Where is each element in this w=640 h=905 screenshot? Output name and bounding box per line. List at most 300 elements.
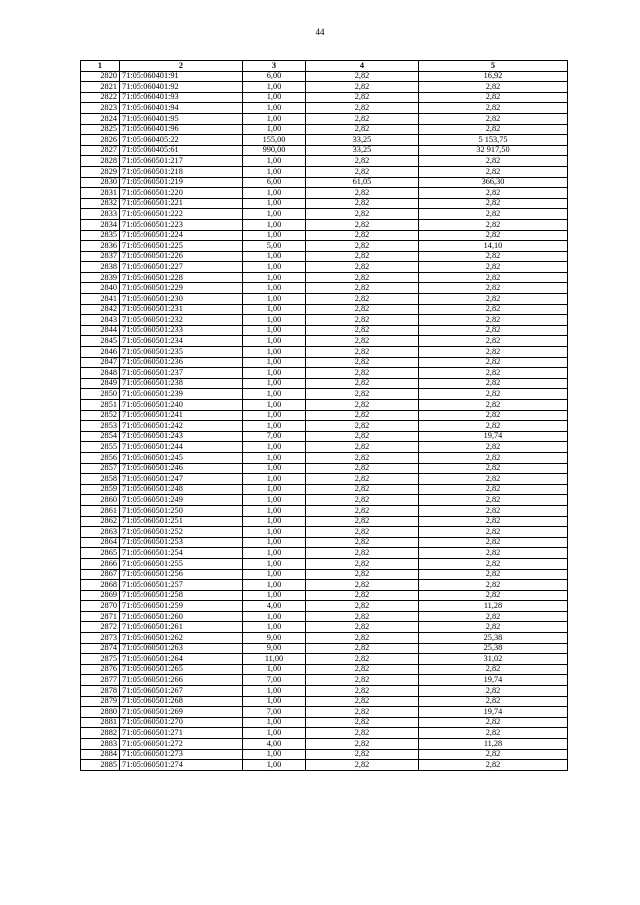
rate-cell: 2,82 bbox=[306, 633, 419, 644]
table-row bbox=[81, 113, 568, 124]
quantity-cell: 1,00 bbox=[243, 622, 306, 633]
amount-cell: 2,82 bbox=[419, 696, 568, 707]
quantity-cell: 1,00 bbox=[243, 442, 306, 453]
cadastral-number-cell: 71:05:060501:236 bbox=[120, 357, 243, 368]
cadastral-number-cell: 71:05:060501:233 bbox=[120, 325, 243, 336]
amount-cell: 2,82 bbox=[419, 347, 568, 358]
row-number-cell: 2839 bbox=[81, 272, 120, 283]
cadastral-number-cell: 71:05:060501:240 bbox=[120, 400, 243, 411]
row-number-cell: 2830 bbox=[81, 177, 120, 188]
row-number-cell: 2850 bbox=[81, 389, 120, 400]
column-header-1: 1 bbox=[81, 61, 120, 72]
rate-cell: 2,82 bbox=[306, 357, 419, 368]
rate-cell: 2,82 bbox=[306, 654, 419, 665]
cadastral-number-cell: 71:05:060401:95 bbox=[120, 113, 243, 124]
quantity-cell: 990,00 bbox=[243, 145, 306, 156]
quantity-cell: 1,00 bbox=[243, 611, 306, 622]
amount-cell: 19,74 bbox=[419, 675, 568, 686]
rate-cell: 2,82 bbox=[306, 431, 419, 442]
row-number-cell: 2885 bbox=[81, 760, 120, 771]
rate-cell: 2,82 bbox=[306, 92, 419, 103]
table-row bbox=[81, 675, 568, 686]
cadastral-number-cell: 71:05:060501:268 bbox=[120, 696, 243, 707]
rate-cell: 2,82 bbox=[306, 590, 419, 601]
cadastral-number-cell: 71:05:060501:269 bbox=[120, 707, 243, 718]
cadastral-number-cell: 71:05:060405:61 bbox=[120, 145, 243, 156]
cadastral-number-cell: 71:05:060405:22 bbox=[120, 135, 243, 146]
table-row bbox=[81, 654, 568, 665]
quantity-cell: 1,00 bbox=[243, 347, 306, 358]
rate-cell: 2,82 bbox=[306, 188, 419, 199]
rate-cell: 2,82 bbox=[306, 294, 419, 305]
quantity-cell: 9,00 bbox=[243, 643, 306, 654]
cadastral-number-cell: 71:05:060501:264 bbox=[120, 654, 243, 665]
table-row bbox=[81, 177, 568, 188]
table-row bbox=[81, 357, 568, 368]
amount-cell: 2,82 bbox=[419, 219, 568, 230]
table-row bbox=[81, 241, 568, 252]
row-number-cell: 2826 bbox=[81, 135, 120, 146]
row-number-cell: 2874 bbox=[81, 643, 120, 654]
table-row bbox=[81, 347, 568, 358]
quantity-cell: 7,00 bbox=[243, 675, 306, 686]
amount-cell: 2,82 bbox=[419, 611, 568, 622]
cadastral-number-cell: 71:05:060501:239 bbox=[120, 389, 243, 400]
rate-cell: 2,82 bbox=[306, 336, 419, 347]
cadastral-number-cell: 71:05:060501:219 bbox=[120, 177, 243, 188]
quantity-cell: 1,00 bbox=[243, 188, 306, 199]
rate-cell: 2,82 bbox=[306, 272, 419, 283]
table-row bbox=[81, 135, 568, 146]
cadastral-number-cell: 71:05:060501:230 bbox=[120, 294, 243, 305]
row-number-cell: 2828 bbox=[81, 156, 120, 167]
amount-cell: 2,82 bbox=[419, 294, 568, 305]
rate-cell: 2,82 bbox=[306, 484, 419, 495]
row-number-cell: 2854 bbox=[81, 431, 120, 442]
table-row bbox=[81, 421, 568, 432]
quantity-cell: 1,00 bbox=[243, 548, 306, 559]
rate-cell: 2,82 bbox=[306, 410, 419, 421]
quantity-cell: 6,00 bbox=[243, 177, 306, 188]
quantity-cell: 1,00 bbox=[243, 283, 306, 294]
quantity-cell: 7,00 bbox=[243, 707, 306, 718]
cadastral-number-cell: 71:05:060501:257 bbox=[120, 580, 243, 591]
cadastral-number-cell: 71:05:060501:235 bbox=[120, 347, 243, 358]
row-number-cell: 2856 bbox=[81, 452, 120, 463]
row-number-cell: 2838 bbox=[81, 262, 120, 273]
amount-cell: 2,82 bbox=[419, 315, 568, 326]
table-row bbox=[81, 219, 568, 230]
cadastral-number-cell: 71:05:060401:93 bbox=[120, 92, 243, 103]
amount-cell: 2,82 bbox=[419, 368, 568, 379]
row-number-cell: 2863 bbox=[81, 527, 120, 538]
row-number-cell: 2843 bbox=[81, 315, 120, 326]
quantity-cell: 1,00 bbox=[243, 272, 306, 283]
rate-cell: 61,05 bbox=[306, 177, 419, 188]
amount-cell: 2,82 bbox=[419, 717, 568, 728]
table-row bbox=[81, 717, 568, 728]
amount-cell: 2,82 bbox=[419, 400, 568, 411]
cadastral-number-cell: 71:05:060401:91 bbox=[120, 71, 243, 82]
table-row bbox=[81, 622, 568, 633]
quantity-cell: 1,00 bbox=[243, 558, 306, 569]
amount-cell: 2,82 bbox=[419, 389, 568, 400]
table-row bbox=[81, 580, 568, 591]
cadastral-number-cell: 71:05:060501:261 bbox=[120, 622, 243, 633]
rate-cell: 2,82 bbox=[306, 283, 419, 294]
quantity-cell: 1,00 bbox=[243, 262, 306, 273]
quantity-cell: 1,00 bbox=[243, 463, 306, 474]
table-row bbox=[81, 664, 568, 675]
amount-cell: 14,10 bbox=[419, 241, 568, 252]
quantity-cell: 1,00 bbox=[243, 103, 306, 114]
quantity-cell: 1,00 bbox=[243, 696, 306, 707]
rate-cell: 2,82 bbox=[306, 400, 419, 411]
row-number-cell: 2876 bbox=[81, 664, 120, 675]
cadastral-number-cell: 71:05:060501:228 bbox=[120, 272, 243, 283]
cadastral-number-cell: 71:05:060501:272 bbox=[120, 739, 243, 750]
row-number-cell: 2872 bbox=[81, 622, 120, 633]
quantity-cell: 1,00 bbox=[243, 336, 306, 347]
table-row bbox=[81, 198, 568, 209]
amount-cell: 2,82 bbox=[419, 728, 568, 739]
table-row bbox=[81, 643, 568, 654]
row-number-cell: 2875 bbox=[81, 654, 120, 665]
table-row bbox=[81, 378, 568, 389]
cadastral-number-cell: 71:05:060501:222 bbox=[120, 209, 243, 220]
cadastral-number-cell: 71:05:060501:274 bbox=[120, 760, 243, 771]
row-number-cell: 2841 bbox=[81, 294, 120, 305]
amount-cell: 2,82 bbox=[419, 686, 568, 697]
table-row bbox=[81, 400, 568, 411]
rate-cell: 2,82 bbox=[306, 537, 419, 548]
row-number-cell: 2870 bbox=[81, 601, 120, 612]
cadastral-number-cell: 71:05:060501:254 bbox=[120, 548, 243, 559]
amount-cell: 2,82 bbox=[419, 272, 568, 283]
amount-cell: 11,28 bbox=[419, 601, 568, 612]
rate-cell: 2,82 bbox=[306, 368, 419, 379]
cadastral-number-cell: 71:05:060501:224 bbox=[120, 230, 243, 241]
row-number-cell: 2864 bbox=[81, 537, 120, 548]
row-number-cell: 2873 bbox=[81, 633, 120, 644]
rate-cell: 2,82 bbox=[306, 389, 419, 400]
cadastral-number-cell: 71:05:060501:248 bbox=[120, 484, 243, 495]
rate-cell: 2,82 bbox=[306, 527, 419, 538]
quantity-cell: 155,00 bbox=[243, 135, 306, 146]
quantity-cell: 4,00 bbox=[243, 739, 306, 750]
row-number-cell: 2833 bbox=[81, 209, 120, 220]
cadastral-number-cell: 71:05:060501:237 bbox=[120, 368, 243, 379]
cadastral-number-cell: 71:05:060501:225 bbox=[120, 241, 243, 252]
table-row bbox=[81, 389, 568, 400]
row-number-cell: 2867 bbox=[81, 569, 120, 580]
quantity-cell: 1,00 bbox=[243, 315, 306, 326]
cadastral-number-cell: 71:05:060501:256 bbox=[120, 569, 243, 580]
amount-cell: 2,82 bbox=[419, 484, 568, 495]
quantity-cell: 1,00 bbox=[243, 421, 306, 432]
amount-cell: 2,82 bbox=[419, 378, 568, 389]
amount-cell: 2,82 bbox=[419, 664, 568, 675]
amount-cell: 2,82 bbox=[419, 760, 568, 771]
row-number-cell: 2834 bbox=[81, 219, 120, 230]
quantity-cell: 1,00 bbox=[243, 156, 306, 167]
rate-cell: 2,82 bbox=[306, 219, 419, 230]
amount-cell: 2,82 bbox=[419, 495, 568, 506]
cadastral-number-cell: 71:05:060501:226 bbox=[120, 251, 243, 262]
row-number-cell: 2853 bbox=[81, 421, 120, 432]
row-number-cell: 2824 bbox=[81, 113, 120, 124]
table-row bbox=[81, 92, 568, 103]
row-number-cell: 2851 bbox=[81, 400, 120, 411]
table-row bbox=[81, 251, 568, 262]
row-number-cell: 2844 bbox=[81, 325, 120, 336]
row-number-cell: 2861 bbox=[81, 505, 120, 516]
quantity-cell: 9,00 bbox=[243, 633, 306, 644]
quantity-cell: 1,00 bbox=[243, 251, 306, 262]
row-number-cell: 2848 bbox=[81, 368, 120, 379]
quantity-cell: 1,00 bbox=[243, 505, 306, 516]
table-row bbox=[81, 294, 568, 305]
amount-cell: 19,74 bbox=[419, 707, 568, 718]
quantity-cell: 1,00 bbox=[243, 410, 306, 421]
cadastral-number-cell: 71:05:060501:255 bbox=[120, 558, 243, 569]
quantity-cell: 1,00 bbox=[243, 527, 306, 538]
rate-cell: 2,82 bbox=[306, 315, 419, 326]
rate-cell: 2,82 bbox=[306, 601, 419, 612]
row-number-cell: 2877 bbox=[81, 675, 120, 686]
row-number-cell: 2831 bbox=[81, 188, 120, 199]
rate-cell: 2,82 bbox=[306, 442, 419, 453]
table-row bbox=[81, 611, 568, 622]
quantity-cell: 1,00 bbox=[243, 294, 306, 305]
amount-cell: 2,82 bbox=[419, 166, 568, 177]
data-table bbox=[80, 60, 568, 771]
rate-cell: 2,82 bbox=[306, 113, 419, 124]
rate-cell: 2,82 bbox=[306, 558, 419, 569]
quantity-cell: 1,00 bbox=[243, 325, 306, 336]
cadastral-number-cell: 71:05:060501:249 bbox=[120, 495, 243, 506]
quantity-cell: 1,00 bbox=[243, 92, 306, 103]
cadastral-number-cell: 71:05:060501:267 bbox=[120, 686, 243, 697]
row-number-cell: 2845 bbox=[81, 336, 120, 347]
rate-cell: 2,82 bbox=[306, 325, 419, 336]
table-row bbox=[81, 209, 568, 220]
table-row bbox=[81, 760, 568, 771]
cadastral-number-cell: 71:05:060501:243 bbox=[120, 431, 243, 442]
table-row bbox=[81, 71, 568, 82]
row-number-cell: 2878 bbox=[81, 686, 120, 697]
amount-cell: 2,82 bbox=[419, 527, 568, 538]
rate-cell: 2,82 bbox=[306, 347, 419, 358]
amount-cell: 2,82 bbox=[419, 198, 568, 209]
cadastral-number-cell: 71:05:060501:232 bbox=[120, 315, 243, 326]
rate-cell: 2,82 bbox=[306, 760, 419, 771]
amount-cell: 2,82 bbox=[419, 590, 568, 601]
cadastral-number-cell: 71:05:060501:265 bbox=[120, 664, 243, 675]
amount-cell: 2,82 bbox=[419, 209, 568, 220]
rate-cell: 2,82 bbox=[306, 717, 419, 728]
table-row bbox=[81, 124, 568, 135]
quantity-cell: 1,00 bbox=[243, 686, 306, 697]
amount-cell: 2,82 bbox=[419, 452, 568, 463]
amount-cell: 31,02 bbox=[419, 654, 568, 665]
cadastral-number-cell: 71:05:060501:227 bbox=[120, 262, 243, 273]
rate-cell: 33,25 bbox=[306, 145, 419, 156]
quantity-cell: 1,00 bbox=[243, 219, 306, 230]
rate-cell: 2,82 bbox=[306, 664, 419, 675]
row-number-cell: 2820 bbox=[81, 71, 120, 82]
rate-cell: 2,82 bbox=[306, 378, 419, 389]
table-row bbox=[81, 696, 568, 707]
amount-cell: 11,28 bbox=[419, 739, 568, 750]
quantity-cell: 1,00 bbox=[243, 569, 306, 580]
amount-cell: 2,82 bbox=[419, 103, 568, 114]
amount-cell: 2,82 bbox=[419, 410, 568, 421]
table-row bbox=[81, 103, 568, 114]
amount-cell: 2,82 bbox=[419, 251, 568, 262]
cadastral-number-cell: 71:05:060501:242 bbox=[120, 421, 243, 432]
table-row bbox=[81, 495, 568, 506]
rate-cell: 2,82 bbox=[306, 707, 419, 718]
table-body bbox=[81, 71, 568, 770]
amount-cell: 2,82 bbox=[419, 558, 568, 569]
cadastral-number-cell: 71:05:060501:223 bbox=[120, 219, 243, 230]
row-number-cell: 2857 bbox=[81, 463, 120, 474]
cadastral-number-cell: 71:05:060501:273 bbox=[120, 749, 243, 760]
table-row bbox=[81, 516, 568, 527]
amount-cell: 5 153,75 bbox=[419, 135, 568, 146]
rate-cell: 2,82 bbox=[306, 675, 419, 686]
row-number-cell: 2846 bbox=[81, 347, 120, 358]
quantity-cell: 4,00 bbox=[243, 601, 306, 612]
cadastral-number-cell: 71:05:060501:234 bbox=[120, 336, 243, 347]
amount-cell: 2,82 bbox=[419, 548, 568, 559]
rate-cell: 2,82 bbox=[306, 686, 419, 697]
quantity-cell: 1,00 bbox=[243, 717, 306, 728]
cadastral-number-cell: 71:05:060501:221 bbox=[120, 198, 243, 209]
row-number-cell: 2840 bbox=[81, 283, 120, 294]
row-number-cell: 2822 bbox=[81, 92, 120, 103]
quantity-cell: 1,00 bbox=[243, 304, 306, 315]
cadastral-number-cell: 71:05:060501:241 bbox=[120, 410, 243, 421]
page-number: 44 bbox=[315, 27, 325, 37]
rate-cell: 2,82 bbox=[306, 569, 419, 580]
row-number-cell: 2860 bbox=[81, 495, 120, 506]
amount-cell: 2,82 bbox=[419, 262, 568, 273]
amount-cell: 2,82 bbox=[419, 580, 568, 591]
table-row bbox=[81, 728, 568, 739]
amount-cell: 2,82 bbox=[419, 463, 568, 474]
table-row bbox=[81, 283, 568, 294]
table-row bbox=[81, 262, 568, 273]
row-number-cell: 2836 bbox=[81, 241, 120, 252]
column-header-5: 5 bbox=[419, 61, 568, 72]
cadastral-number-cell: 71:05:060501:262 bbox=[120, 633, 243, 644]
table-row bbox=[81, 442, 568, 453]
table-row bbox=[81, 590, 568, 601]
quantity-cell: 1,00 bbox=[243, 452, 306, 463]
quantity-cell: 11,00 bbox=[243, 654, 306, 665]
quantity-cell: 1,00 bbox=[243, 728, 306, 739]
row-number-cell: 2859 bbox=[81, 484, 120, 495]
amount-cell: 32 917,50 bbox=[419, 145, 568, 156]
quantity-cell: 1,00 bbox=[243, 474, 306, 485]
table-row bbox=[81, 548, 568, 559]
amount-cell: 16,92 bbox=[419, 71, 568, 82]
quantity-cell: 1,00 bbox=[243, 495, 306, 506]
row-number-cell: 2881 bbox=[81, 717, 120, 728]
cadastral-number-cell: 71:05:060501:270 bbox=[120, 717, 243, 728]
row-number-cell: 2855 bbox=[81, 442, 120, 453]
row-number-cell: 2883 bbox=[81, 739, 120, 750]
cadastral-number-cell: 71:05:060501:263 bbox=[120, 643, 243, 654]
cadastral-number-cell: 71:05:060501:238 bbox=[120, 378, 243, 389]
rate-cell: 2,82 bbox=[306, 241, 419, 252]
rate-cell: 2,82 bbox=[306, 580, 419, 591]
cadastral-number-cell: 71:05:060501:250 bbox=[120, 505, 243, 516]
quantity-cell: 7,00 bbox=[243, 431, 306, 442]
table-row bbox=[81, 463, 568, 474]
amount-cell: 2,82 bbox=[419, 230, 568, 241]
table-row bbox=[81, 230, 568, 241]
rate-cell: 2,82 bbox=[306, 82, 419, 93]
table-row bbox=[81, 336, 568, 347]
table-row bbox=[81, 368, 568, 379]
cadastral-number-cell: 71:05:060501:218 bbox=[120, 166, 243, 177]
quantity-cell: 1,00 bbox=[243, 760, 306, 771]
quantity-cell: 1,00 bbox=[243, 580, 306, 591]
amount-cell: 19,74 bbox=[419, 431, 568, 442]
cadastral-number-cell: 71:05:060501:231 bbox=[120, 304, 243, 315]
quantity-cell: 1,00 bbox=[243, 516, 306, 527]
rate-cell: 2,82 bbox=[306, 505, 419, 516]
cadastral-number-cell: 71:05:060501:247 bbox=[120, 474, 243, 485]
quantity-cell: 1,00 bbox=[243, 389, 306, 400]
quantity-cell: 1,00 bbox=[243, 400, 306, 411]
row-number-cell: 2849 bbox=[81, 378, 120, 389]
quantity-cell: 1,00 bbox=[243, 484, 306, 495]
amount-cell: 2,82 bbox=[419, 304, 568, 315]
quantity-cell: 1,00 bbox=[243, 230, 306, 241]
cadastral-number-cell: 71:05:060501:252 bbox=[120, 527, 243, 538]
table-row bbox=[81, 145, 568, 156]
table-row bbox=[81, 410, 568, 421]
row-number-cell: 2823 bbox=[81, 103, 120, 114]
row-number-cell: 2847 bbox=[81, 357, 120, 368]
amount-cell: 2,82 bbox=[419, 569, 568, 580]
row-number-cell: 2825 bbox=[81, 124, 120, 135]
quantity-cell: 1,00 bbox=[243, 664, 306, 675]
table-row bbox=[81, 558, 568, 569]
cadastral-number-cell: 71:05:060501:271 bbox=[120, 728, 243, 739]
cadastral-number-cell: 71:05:060501:253 bbox=[120, 537, 243, 548]
rate-cell: 2,82 bbox=[306, 209, 419, 220]
rate-cell: 2,82 bbox=[306, 71, 419, 82]
row-number-cell: 2879 bbox=[81, 696, 120, 707]
amount-cell: 2,82 bbox=[419, 124, 568, 135]
row-number-cell: 2858 bbox=[81, 474, 120, 485]
row-number-cell: 2884 bbox=[81, 749, 120, 760]
rate-cell: 2,82 bbox=[306, 474, 419, 485]
cadastral-number-cell: 71:05:060501:266 bbox=[120, 675, 243, 686]
cadastral-number-cell: 71:05:060501:246 bbox=[120, 463, 243, 474]
row-number-cell: 2837 bbox=[81, 251, 120, 262]
amount-cell: 2,82 bbox=[419, 188, 568, 199]
amount-cell: 2,82 bbox=[419, 283, 568, 294]
quantity-cell: 1,00 bbox=[243, 166, 306, 177]
quantity-cell: 1,00 bbox=[243, 82, 306, 93]
cadastral-number-cell: 71:05:060501:259 bbox=[120, 601, 243, 612]
